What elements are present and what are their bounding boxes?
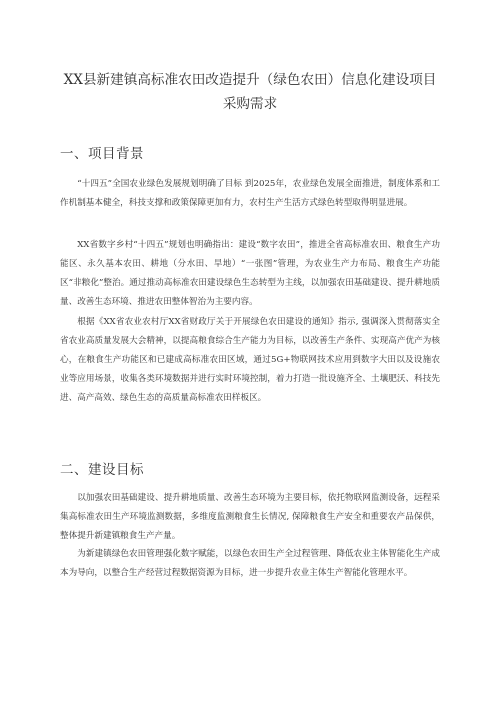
paragraph: XX省数字乡村“十四五”规划也明确指出：建设“数字农田”，推进全省高标准农田、粮食生产功能区、永久基本农田、耕地（分水田、旱地）“一张图”管理，为农业生产力布局、粮食生产功能区“非粮化”整治。通过推动高标准农田建设绿色生态转型为主线，以加强农田基础建设、提升耕地质量、改善生态环境、推进农田整体智治为主要内容。	[60, 240, 440, 307]
paragraph: 根据《XX省农业农村厅XX省财政厅关于开展绿色农田建设的通知》指示, 强调深入贯彻落实全省农业高质量发展大会精神，以提高粮食综合生产能力为目标，以改善生产条件、实现高产优产为核心，在粮食生产功能区和已建成高标准农田区域，通过5G+物联网技术应用到数字大田以及设施农业等应用场景，收集各类环境数据并进行实时环境控制，着力打造一批设施齐全、土壤肥沃、科技先进、高产高效、绿色生态的高质量高标准农田样板区。	[60, 317, 440, 403]
section-heading-background: 一、项目背景	[60, 146, 144, 162]
paragraph: 以加强农田基础建设、提升耕地质量、改善生态环境为主要目标，依托物联网监测设备，远程采集高标准农田生产环境监测数据，多维度监测粮食生长情况, 保障粮食生产安全和重要农产品保供，整体提升新建镇粮食生产产量。	[60, 493, 440, 541]
paragraph: “十四五”全国农业绿色发展规划明确了目标 到2025年，农业绿色发展全面推进，制度体系和工作机制基本健全，科技支撑和政策保障更加有力，农村生产生活方式绿色转型取得明显进展。	[60, 179, 440, 208]
section-heading-goals: 二、建设目标	[60, 462, 144, 478]
paragraph: 为新建镇绿色农田管理强化数字赋能，以绿色农田生产全过程管理、降低农业主体智能化生产成本为导向，以整合生产经营过程数据资源为目标，进一步提升农业主体生产智能化管理水平。	[60, 549, 440, 578]
document-title: XX县新建镇高标准农田改造提升（绿色农田）信息化建设项目采购需求	[63, 72, 437, 112]
